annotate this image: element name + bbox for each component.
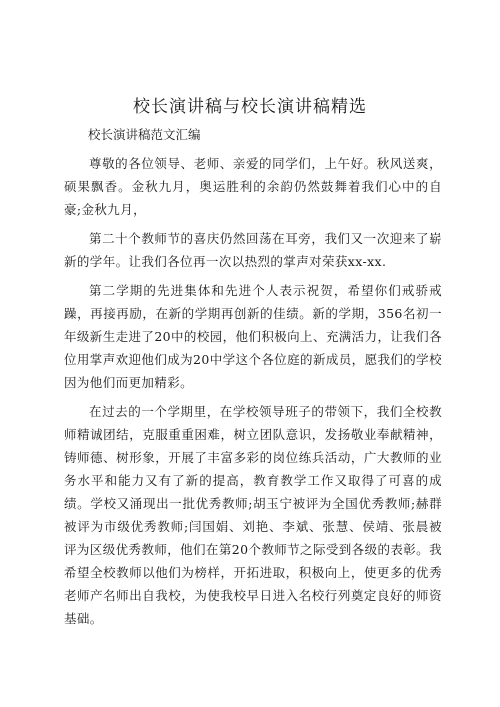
paragraph-greeting: 尊敬的各位领导、老师、亲爱的同学们，上午好。秋风送爽，硕果飘香。金秋九月，奥运胜利的余韵仍然鼓舞着我们心中的自豪;金秋九月，	[64, 156, 442, 217]
paragraph-achievements: 在过去的一个学期里，在学校领导班子的带领下，我们全校教师精诚团结，克服重重困难，树立团队意识，发扬敬业奉献精神，铸师德、树形象，开展了丰富多彩的岗位练兵活动，广大教师的业务水平和能力又有了新的提高，教育教学工作又取得了可喜的成绩。学校又涌现出一批优秀教师;胡玉宁被评为全国优秀教师;赫群被评为市级优秀教师;闫国娟、刘艳、李斌、张慧、侯靖、张晨被评为区级优秀教师，他们在第20个教师节之际受到各级的表彰。我希望全校教师以他们为榜样，开拓进取，积极向上，使更多的优秀老师产名师出自我校，为使我校早日进入名校行列奠定良好的师资基础。	[64, 404, 442, 626]
paragraph-new-semester: 第二学期的先进集体和先进个人表示祝贺，希望你们戒骄戒躁，再接再励，在新的学期再创新的佳绩。新的学期，356名初一年级新生走进了20中的校园，他们积极向上、充满活力，让我们各位用掌声欢迎他们成为20中学这个各位庭的新成员，愿我们的学校因为他们而更加精彩。	[64, 283, 442, 390]
document-body	[64, 152, 442, 636]
document-title: 校长演讲稿与校长演讲稿精选	[133, 97, 367, 117]
document-subtitle: 校长演讲稿范文汇编	[88, 127, 201, 142]
paragraph-teachers-day: 第二十个教师节的喜庆仍然回荡在耳旁，我们又一次迎来了崭新的学年。让我们各位再一次以热烈的掌声对荣获xx-xx.	[64, 231, 442, 269]
